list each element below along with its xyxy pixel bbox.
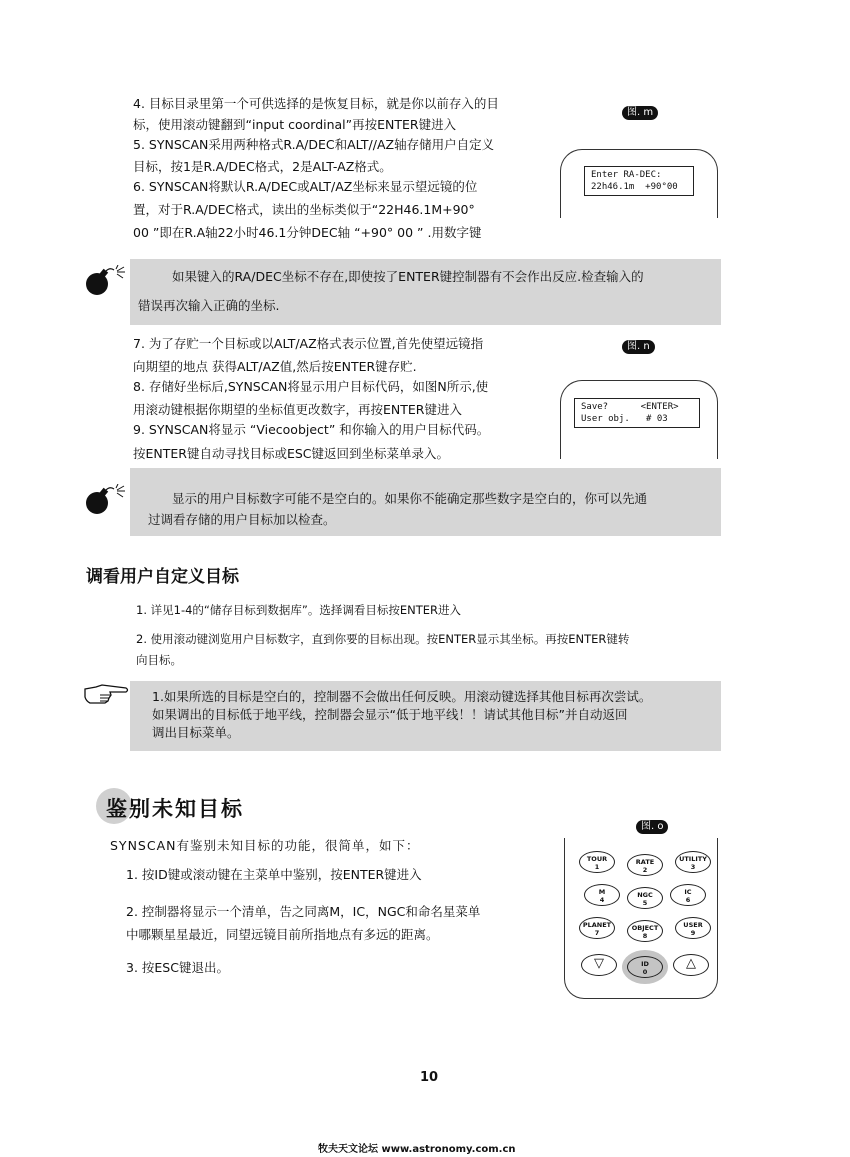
list-item: 8. 存储好坐标后,SYNSCAN将显示用户目标代码，如图N所示,使 — [133, 379, 489, 394]
key-label: UTILITY — [679, 855, 707, 863]
warning-line: 过调看存储的用户目标加以检查。 — [148, 512, 336, 527]
key-label: ID — [641, 960, 649, 968]
identify-step-3: 3. 按ESC键退出。 — [126, 960, 229, 975]
lcd-line: 22h46.1m +90°00 — [591, 182, 678, 192]
keypad-key-id[interactable] — [627, 956, 663, 978]
list-item: 用滚动键根据你期望的坐标值更改数字，再按ENTER键进入 — [133, 402, 462, 417]
keypad-key-tour[interactable] — [579, 851, 615, 873]
page-number: 10 — [420, 1070, 439, 1085]
key-number: 1 — [594, 863, 600, 871]
key-number: 5 — [642, 899, 648, 907]
keypad-key-m[interactable] — [584, 884, 620, 906]
keypad-key-down-arrow[interactable] — [581, 954, 617, 976]
identify-step-2: 2. 控制器将显示一个清单，告之同离M，IC，NGC和命名星菜单 — [126, 904, 481, 919]
section2-text — [133, 334, 489, 464]
list-item: 6. SYNSCAN将默认R.A/DEC或ALT/AZ坐标来显示望远镜的位 — [133, 179, 478, 194]
identify-step-2-cont: 中哪颗星星最近，同望远镜目前所指地点有多远的距离。 — [126, 927, 439, 942]
key-number: 9 — [690, 929, 696, 937]
list-item: 标，使用滚动键翻到“input coordinal”再按ENTER键进入 — [133, 117, 457, 132]
identify-step-1: 1. 按ID键或滚动键在主菜单中鉴别，按ENTER键进入 — [126, 867, 422, 882]
key-label: RATE — [635, 858, 655, 866]
warning-text — [138, 266, 644, 316]
warning-line: 显示的用户目标数字可能不是空白的。如果你不能确定那些数字是空白的，你可以先通 — [172, 491, 648, 506]
figure-label-o: 图. o — [636, 820, 668, 834]
keypad-key-ic[interactable] — [670, 884, 706, 906]
key-label: PLANET — [582, 921, 612, 929]
key-number: 7 — [594, 929, 600, 937]
note-line: 如果调出的目标低于地平线，控制器会显示“低于地平线！！请试其他目标”并自动返回 — [152, 707, 628, 722]
note-line: 1.如果所选的目标是空白的，控制器不会做出任何反映。用滚动键选择其他目标再次尝试。 — [152, 689, 652, 704]
keypad-key-up-arrow[interactable] — [673, 954, 709, 976]
section-heading-view: 调看用户自定义目标 — [86, 567, 239, 587]
key-number: 4 — [599, 896, 605, 904]
key-number: 3 — [690, 863, 696, 871]
keypad-key-utility[interactable] — [675, 851, 711, 873]
section-heading-identify: 鉴别未知目标 — [106, 797, 244, 821]
key-label: OBJECT — [631, 924, 659, 932]
list-item: 5. SYNSCAN采用两种格式R.A/DEC和ALT//AZ轴存储用户自定义 — [133, 137, 495, 152]
note-text — [152, 688, 651, 742]
keypad-key-ngc[interactable] — [627, 887, 663, 909]
list-item: 目标，按1是R.A/DEC格式，2是ALT-AZ格式。 — [133, 159, 392, 174]
list-item: 向期望的地点 获得ALT/AZ值,然后按ENTER键存贮. — [133, 359, 417, 374]
key-label: TOUR — [586, 855, 608, 863]
lcd-line: Save? <ENTER> — [581, 402, 679, 412]
list-item: 00 ”即在R.A轴22小时46.1分钟DEC轴 “+90° 00 ” .用数字键 — [133, 225, 482, 240]
key-number: 0 — [642, 968, 648, 976]
list-item: 4. 目标目录里第一个可供选择的是恢复目标，就是你以前存入的目 — [133, 96, 499, 111]
warning-line: 如果键入的RA/DEC坐标不存在,即使按了ENTER键控制器有不会作出反应.检查输入的 — [172, 269, 644, 284]
view-step-2-cont: 向目标。 — [136, 653, 182, 667]
bomb-icon — [84, 265, 126, 297]
figure-label-n: 图. n — [622, 340, 655, 354]
up-arrow-icon: △ — [686, 956, 696, 971]
view-step-2: 2. 使用滚动键浏览用户目标数字，直到你要的目标出现。按ENTER显示其坐标。再按ENTER键转 — [136, 632, 630, 646]
down-arrow-icon: ▽ — [594, 956, 604, 971]
keypad-key-user[interactable] — [675, 917, 711, 939]
footer-watermark: 牧夫天文论坛 www.astronomy.com.cn — [318, 1144, 516, 1155]
keypad-key-planet[interactable] — [579, 917, 615, 939]
key-label: IC — [684, 888, 692, 896]
warning-line: 错误再次输入正确的坐标. — [138, 298, 280, 313]
lcd-line: User obj. # 03 — [581, 414, 668, 424]
warning-text — [148, 488, 647, 530]
list-item: 9. SYNSCAN将显示 “Viecoobject” 和你输入的用户目标代码。 — [133, 422, 490, 437]
view-step-1: 1. 详见1-4的“储存目标到数据库”。选择调看目标按ENTER进入 — [136, 603, 461, 617]
lcd-screen-n — [574, 398, 700, 428]
key-label: M — [598, 888, 606, 896]
keypad-key-rate[interactable] — [627, 854, 663, 876]
key-number: 6 — [685, 896, 691, 904]
key-number: 8 — [642, 932, 648, 940]
lcd-screen-m — [584, 166, 694, 196]
list-item: 按ENTER键自动寻找目标或ESC键返回到坐标菜单录入。 — [133, 446, 450, 461]
keypad-key-object[interactable] — [627, 920, 663, 942]
key-label: USER — [683, 921, 703, 929]
identify-intro: SYNSCAN有鉴别未知目标的功能，很简单，如下： — [110, 838, 420, 853]
key-number: 2 — [642, 866, 648, 874]
lcd-line: Enter RA-DEC: — [591, 170, 662, 180]
key-label: NGC — [637, 891, 653, 899]
section1-text — [133, 94, 499, 243]
bomb-icon — [84, 484, 126, 516]
note-line: 调出目标菜单。 — [152, 725, 240, 740]
pointing-hand-icon — [82, 683, 130, 707]
list-item: 置，对于R.A/DEC格式，读出的坐标类似于“22H46.1M+90° — [133, 202, 475, 217]
figure-label-m: 图. m — [622, 106, 658, 120]
list-item: 7. 为了存贮一个目标或以ALT/AZ格式表示位置,首先使望远镜指 — [133, 336, 484, 351]
